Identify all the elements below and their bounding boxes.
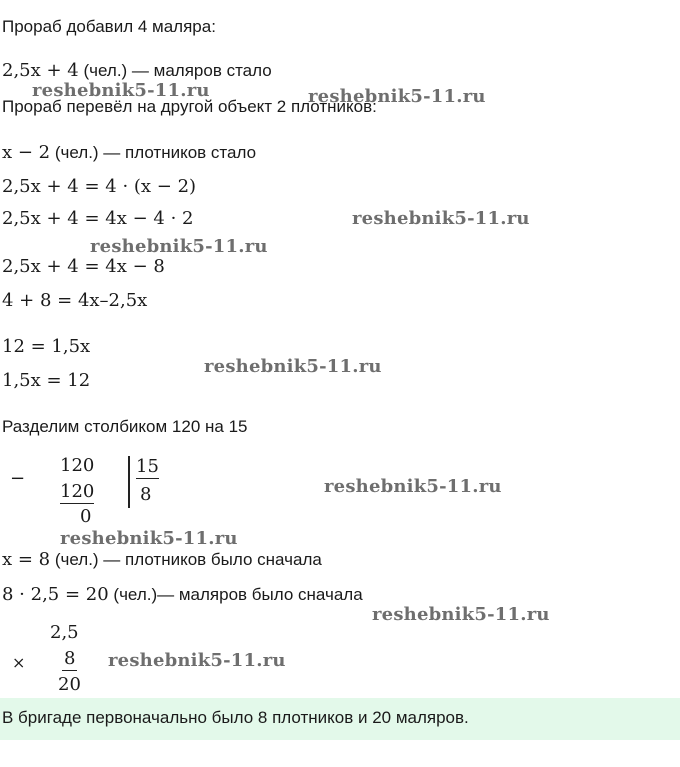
equation-3: 2,5x + 4 = 4x − 8: [2, 256, 165, 277]
watermark: reshebnik5-11.ru: [90, 236, 268, 257]
division-quotient: 8: [140, 484, 152, 505]
expr-carpenters-initial: x = 8: [2, 549, 51, 570]
division-divisor: 15: [136, 456, 159, 477]
watermark: reshebnik5-11.ru: [60, 528, 238, 549]
watermark: reshebnik5-11.ru: [372, 604, 550, 625]
multiplication-result: 20: [58, 674, 81, 695]
watermark: reshebnik5-11.ru: [32, 80, 210, 101]
equation-4: 4 + 8 = 4x–2,5x: [2, 290, 148, 311]
equation-1: 2,5x + 4 = 4 · (x − 2): [2, 176, 197, 197]
answer-text: В бригаде первоначально было 8 плотников и 20 маляров.: [2, 708, 469, 727]
division-dividend: 120: [60, 455, 95, 476]
expr-carpenters-now: x − 2: [2, 142, 51, 163]
text-painters-added: Прораб добавил 4 маляра:: [2, 17, 216, 36]
line-carpenters-now: [2, 142, 256, 164]
multiplication-bottom: 8: [64, 648, 76, 669]
line-painters-initial: [2, 584, 363, 606]
division-minus: −: [10, 468, 26, 489]
text-carpenters-initial: (чел.) — плотников было сначала: [50, 550, 322, 569]
expr-painters-initial: 8 · 2,5 = 20: [2, 584, 109, 605]
multiplication-top: 2,5: [50, 622, 79, 643]
equation-5: 12 = 1,5x: [2, 336, 91, 357]
expr-painters-now: 2,5x + 4: [2, 60, 79, 81]
equation-2: 2,5x + 4 = 4x − 4 · 2: [2, 208, 194, 229]
division-remainder: 0: [80, 506, 92, 527]
watermark: reshebnik5-11.ru: [324, 476, 502, 497]
division-bar: [128, 456, 130, 508]
line-carpenters-initial: [2, 549, 322, 571]
text-painters-now: (чел.) — маляров стало: [78, 61, 272, 80]
watermark: reshebnik5-11.ru: [352, 208, 530, 229]
watermark: reshebnik5-11.ru: [308, 86, 486, 107]
watermark: reshebnik5-11.ru: [204, 356, 382, 377]
answer-box: [0, 698, 680, 740]
multiplication-sign: ×: [12, 653, 26, 672]
text-painters-initial: (чел.)— маляров было сначала: [108, 585, 363, 604]
text-division-intro: Разделим столбиком 120 на 15: [2, 417, 248, 436]
text-carpenters-moved: Прораб перевёл на другой объект 2 плотников:: [2, 97, 377, 116]
text-carpenters-now: (чел.) — плотников стало: [50, 143, 257, 162]
division-subtrahend: 120: [60, 481, 95, 502]
equation-6: 1,5x = 12: [2, 370, 91, 391]
watermark: reshebnik5-11.ru: [108, 650, 286, 671]
line-painters-now: [2, 60, 272, 82]
